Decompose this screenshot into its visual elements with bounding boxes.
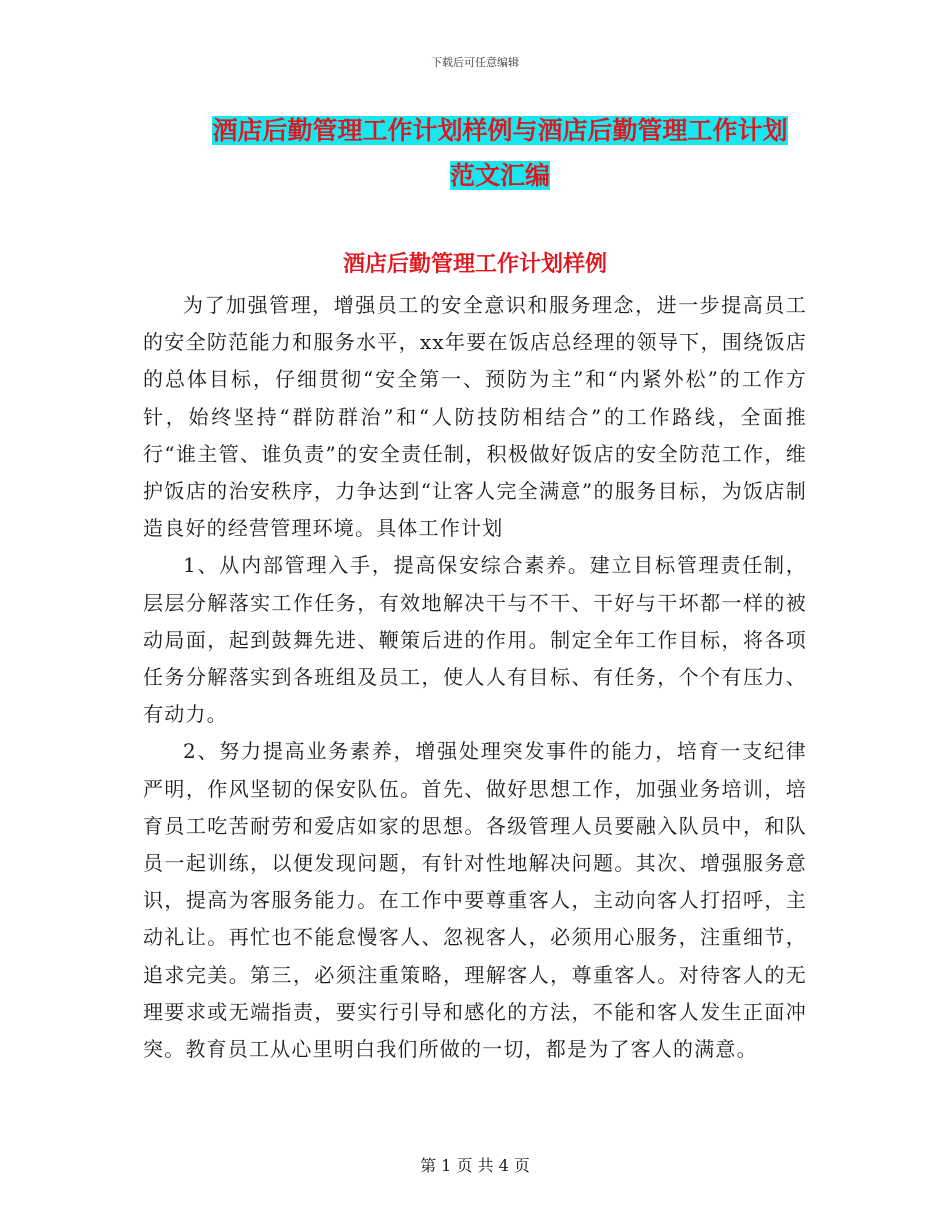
section-title: 酒店后勤管理工作计划样例 — [342, 251, 607, 277]
document-body — [143, 287, 807, 1068]
body-paragraph: 为了加强管理，增强员工的安全意识和服务理念，进一步提高员工的安全防范能力和服务水平，xx年要在饭店总经理的领导下，围绕饭店的总体目标，仔细贯彻“安全第一、预防为主”和“内紧外松”的工作方针，始终坚持“群防群治”和“人防技防相结合”的工作路线，全面推行“谁主管、谁负责”的安全责任制，积极做好饭店的安全防范工作，维护饭店的治安秩序，力争达到“让客人完全满意”的服务目标，为饭店制造良好的经营管理环境。具体工作计划 — [143, 293, 807, 541]
document-title-line-1: 酒店后勤管理工作计划样例与酒店后勤管理工作计划 — [212, 116, 788, 145]
document-title — [150, 108, 850, 198]
document-title-line-2: 范文汇编 — [449, 161, 550, 190]
page-header-note: 下载后可任意编辑 — [431, 56, 519, 69]
page-footer: 第 1 页 共 4 页 — [420, 1156, 530, 1175]
body-paragraph: 2、努力提高业务素养，增强处理突发事件的能力，培育一支纪律严明，作风坚韧的保安队伍。首先、做好思想工作，加强业务培训，培育员工吃苦耐劳和爱店如家的思想。各级管理人员要融入队员中，和队员一起训练，以便发现问题，有针对性地解决问题。其次、增强服务意识，提高为客服务能力。在工作中要尊重客人，主动向客人打招呼，主动礼让。再忙也不能怠慢客人、忽视客人，必须用心服务，注重细节，追求完美。第三，必须注重策略，理解客人，尊重客人。对待客人的无理要求或无端指责，要实行引导和感化的方法，不能和客人发生正面冲突。教育员工从心里明白我们所做的一切，都是为了客人的满意。 — [143, 739, 807, 1062]
body-paragraph: 1、从内部管理入手，提高保安综合素养。建立目标管理责任制，层层分解落实工作任务，有效地解决干与不干、干好与干坏都一样的被动局面，起到鼓舞先进、鞭策后进的作用。制定全年工作目标，将各项任务分解落实到各班组及员工，使人人有目标、有任务，个个有压力、有动力。 — [143, 553, 807, 727]
